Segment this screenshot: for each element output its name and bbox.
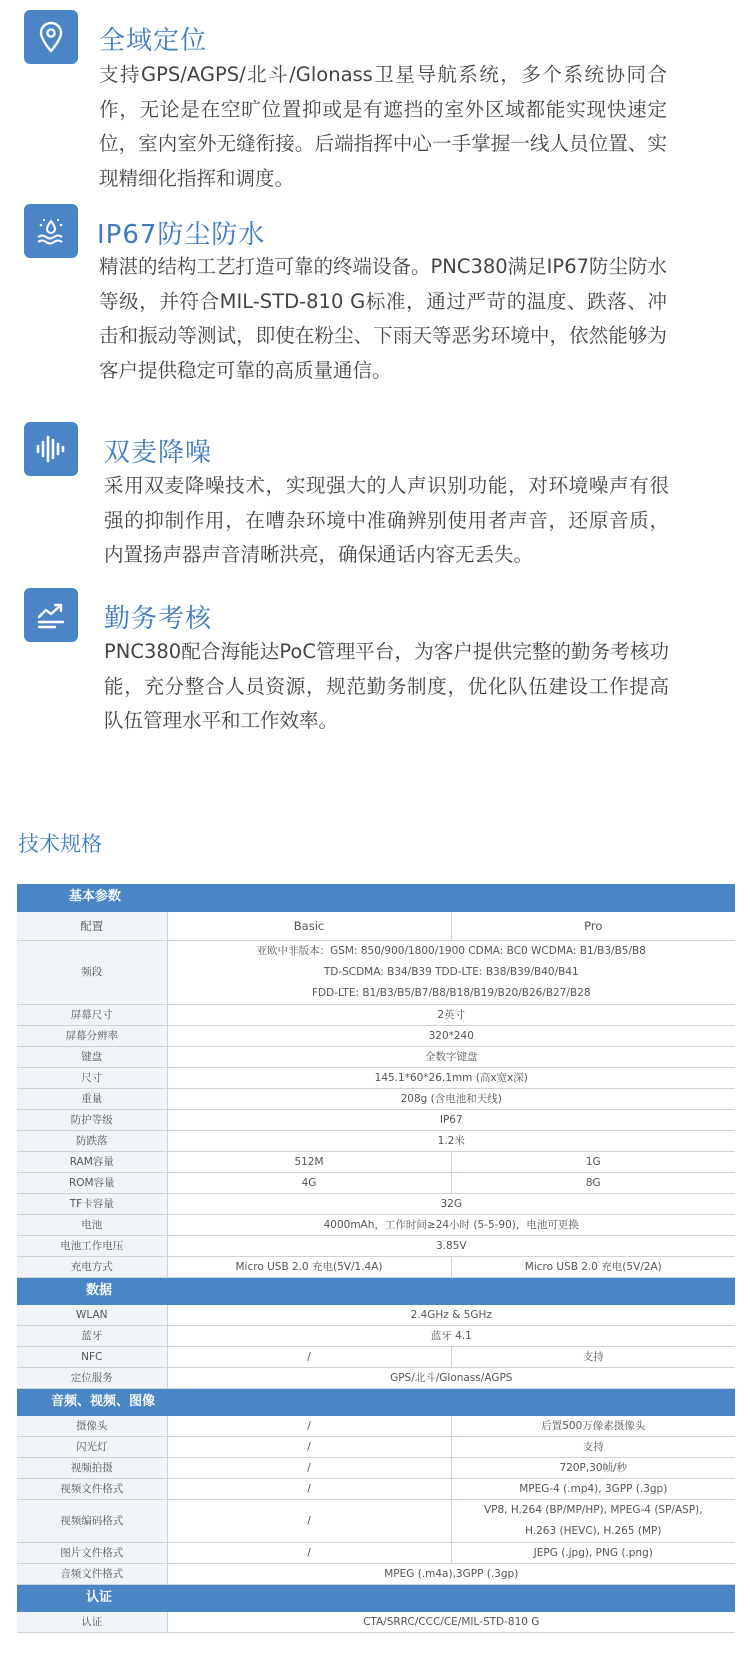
table-row xyxy=(17,1304,735,1325)
feature-description: PNC380配合海能达PoC管理平台，为客户提供完整的勤务考核功能，充分整合人员资源，规范勤务制度，优化队伍建设工作提高队伍管理水平和工作效率。 xyxy=(104,640,669,732)
section-title: 数据 xyxy=(86,1282,113,1298)
row-value xyxy=(167,940,735,1004)
row-label: 摄像头 xyxy=(17,1415,167,1436)
row-value-basic: 512M xyxy=(167,1151,451,1172)
row-value: MPEG (.m4a),3GPP (.3gp) xyxy=(167,1563,735,1584)
row-value-basic: / xyxy=(167,1499,451,1542)
row-label: 防跌落 xyxy=(17,1130,167,1151)
row-label: 视频编码格式 xyxy=(17,1499,167,1542)
section-title: 认证 xyxy=(86,1589,113,1605)
row-label: 定位服务 xyxy=(17,1367,167,1388)
row-value-pro: 支持 xyxy=(451,1346,735,1367)
location-pin-icon xyxy=(24,10,78,64)
row-value: 2英寸 xyxy=(167,1004,735,1025)
section-header-cert xyxy=(17,1584,735,1611)
row-value-basic: 4G xyxy=(167,1172,451,1193)
row-value: GPS/北斗/Glonass/AGPS xyxy=(167,1367,735,1388)
row-value: 2.4GHz & 5GHz xyxy=(167,1304,735,1325)
row-label: 闪光灯 xyxy=(17,1436,167,1457)
row-label: 尺寸 xyxy=(17,1067,167,1088)
row-value: 1.2米 xyxy=(167,1130,735,1151)
table-row xyxy=(17,1214,735,1235)
row-label: 屏幕分辨率 xyxy=(17,1025,167,1046)
row-label: 配置 xyxy=(17,911,167,940)
row-value: 3.85V xyxy=(167,1235,735,1256)
table-row xyxy=(17,1346,735,1367)
feature-description: 精湛的结构工艺打造可靠的终端设备。PNC380满足IP67防尘防水等级，并符合MIL-STD-810 G标准，通过严苛的温度、跌落、冲击和振动等测试，即使在粉尘、下雨天等恶劣环境中，依然能够为客户提供稳定可靠的高质量通信。 xyxy=(99,255,668,382)
table-row xyxy=(17,1478,735,1499)
row-value-pro xyxy=(451,1499,735,1542)
section-header-media xyxy=(17,1388,735,1415)
row-value-basic: Micro USB 2.0 充电(5V/1.4A) xyxy=(167,1256,451,1277)
band-line: 亚欧中非版本：GSM: 850/900/1800/1900 CDMA: BC0 WCDMA: B1/B3/B5/B8 xyxy=(256,944,646,957)
table-row xyxy=(17,1088,735,1109)
row-label: 电池 xyxy=(17,1214,167,1235)
row-value-basic: / xyxy=(167,1415,451,1436)
feature-title: 全域定位 xyxy=(99,26,208,56)
row-value: 320*240 xyxy=(167,1025,735,1046)
table-row xyxy=(17,1235,735,1256)
row-value: 208g (含电池和天线) xyxy=(167,1088,735,1109)
table-row xyxy=(17,1151,735,1172)
spec-heading: 技术规格 xyxy=(18,832,102,856)
trend-chart-icon xyxy=(24,588,78,642)
section-title: 音频、视频、图像 xyxy=(51,1393,156,1409)
table-row xyxy=(17,1004,735,1025)
row-label: 认证 xyxy=(17,1611,167,1632)
row-value-pro: Micro USB 2.0 充电(5V/2A) xyxy=(451,1256,735,1277)
row-label: 音频文件格式 xyxy=(17,1563,167,1584)
table-row xyxy=(17,1025,735,1046)
row-value: CTA/SRRC/CCC/CE/MIL-STD-810 G xyxy=(167,1611,735,1632)
row-value: 4000mAh，工作时间≥24小时 (5-5-90)，电池可更换 xyxy=(167,1214,735,1235)
row-value-pro: 8G xyxy=(451,1172,735,1193)
row-value: 32G xyxy=(167,1193,735,1214)
table-row xyxy=(17,911,735,940)
table-row xyxy=(17,1611,735,1632)
table-row xyxy=(17,1172,735,1193)
column-header-basic: Basic xyxy=(167,911,451,940)
band-line: FDD-LTE: B1/B3/B5/B7/B8/B18/B19/B20/B26/B27/B28 xyxy=(312,986,591,999)
feature-description: 采用双麦降噪技术，实现强大的人声识别功能，对环境噪声有很强的抑制作用，在嘈杂环境中准确辨别使用者声音，还原音质，内置扬声器声音清晰洪亮，确保通话内容无丢失。 xyxy=(104,474,669,566)
row-label: TF卡容量 xyxy=(17,1193,167,1214)
row-value-basic: / xyxy=(167,1457,451,1478)
row-value: 全数字键盘 xyxy=(167,1046,735,1067)
table-row xyxy=(17,1109,735,1130)
row-label: 充电方式 xyxy=(17,1256,167,1277)
table-row xyxy=(17,1367,735,1388)
codec-line: H.263 (HEVC), H.265 (MP) xyxy=(525,1524,662,1537)
table-row xyxy=(17,1256,735,1277)
row-label: 视频拍摄 xyxy=(17,1457,167,1478)
row-value-basic: / xyxy=(167,1542,451,1563)
row-label: NFC xyxy=(17,1346,167,1367)
row-value-basic: / xyxy=(167,1346,451,1367)
row-label: 图片文件格式 xyxy=(17,1542,167,1563)
row-value-pro: 720P,30帧/秒 xyxy=(451,1457,735,1478)
table-row xyxy=(17,1415,735,1436)
table-row xyxy=(17,1457,735,1478)
column-header-pro: Pro xyxy=(451,911,735,940)
row-value-pro: MPEG-4 (.mp4), 3GPP (.3gp) xyxy=(451,1478,735,1499)
row-label: 视频文件格式 xyxy=(17,1478,167,1499)
spec-table xyxy=(17,884,735,1633)
table-row xyxy=(17,1325,735,1346)
section-title: 基本参数 xyxy=(69,889,122,905)
row-label: RAM容量 xyxy=(17,1151,167,1172)
row-value-basic: / xyxy=(167,1478,451,1499)
table-row xyxy=(17,1436,735,1457)
band-line: TD-SCDMA: B34/B39 TDD-LTE: B38/B39/B40/B41 xyxy=(323,965,579,978)
sound-wave-icon xyxy=(24,422,78,476)
table-row xyxy=(17,1193,735,1214)
row-label: 防护等级 xyxy=(17,1109,167,1130)
water-dust-icon xyxy=(24,204,78,258)
row-label: 蓝牙 xyxy=(17,1325,167,1346)
row-label: 重量 xyxy=(17,1088,167,1109)
feature-title: 双麦降噪 xyxy=(104,438,213,468)
row-value-basic: / xyxy=(167,1436,451,1457)
row-value-pro: JEPG (.jpg), PNG (.png) xyxy=(451,1542,735,1563)
table-row xyxy=(17,1130,735,1151)
feature-title: 勤务考核 xyxy=(104,604,213,634)
row-label: 屏幕尺寸 xyxy=(17,1004,167,1025)
table-row xyxy=(17,940,735,1004)
row-label: ROM容量 xyxy=(17,1172,167,1193)
section-header-data xyxy=(17,1277,735,1304)
row-value: 蓝牙 4.1 xyxy=(167,1325,735,1346)
row-label: 频段 xyxy=(17,940,167,1004)
table-row xyxy=(17,1046,735,1067)
feature-title: IP67防尘防水 xyxy=(97,220,266,250)
table-row xyxy=(17,1067,735,1088)
section-header-basic xyxy=(17,884,735,911)
row-value: 145.1*60*26.1mm (高x宽x深) xyxy=(167,1067,735,1088)
row-value-pro: 支持 xyxy=(451,1436,735,1457)
row-value-pro: 后置500万像素摄像头 xyxy=(451,1415,735,1436)
row-label: 电池工作电压 xyxy=(17,1235,167,1256)
row-label: 键盘 xyxy=(17,1046,167,1067)
table-row xyxy=(17,1542,735,1563)
row-value-pro: 1G xyxy=(451,1151,735,1172)
table-row xyxy=(17,1499,735,1542)
row-value: IP67 xyxy=(167,1109,735,1130)
row-label: WLAN xyxy=(17,1304,167,1325)
feature-description: 支持GPS/AGPS/北斗/Glonass卫星导航系统，多个系统协同合作，无论是在空旷位置抑或是有遮挡的室外区域都能实现快速定位，室内室外无缝衔接。后端指挥中心一手掌握一线人员位置、实现精细化指挥和调度。 xyxy=(99,63,667,190)
codec-line: VP8, H.264 (BP/MP/HP), MPEG-4 (SP/ASP), xyxy=(483,1503,703,1516)
table-row xyxy=(17,1563,735,1584)
